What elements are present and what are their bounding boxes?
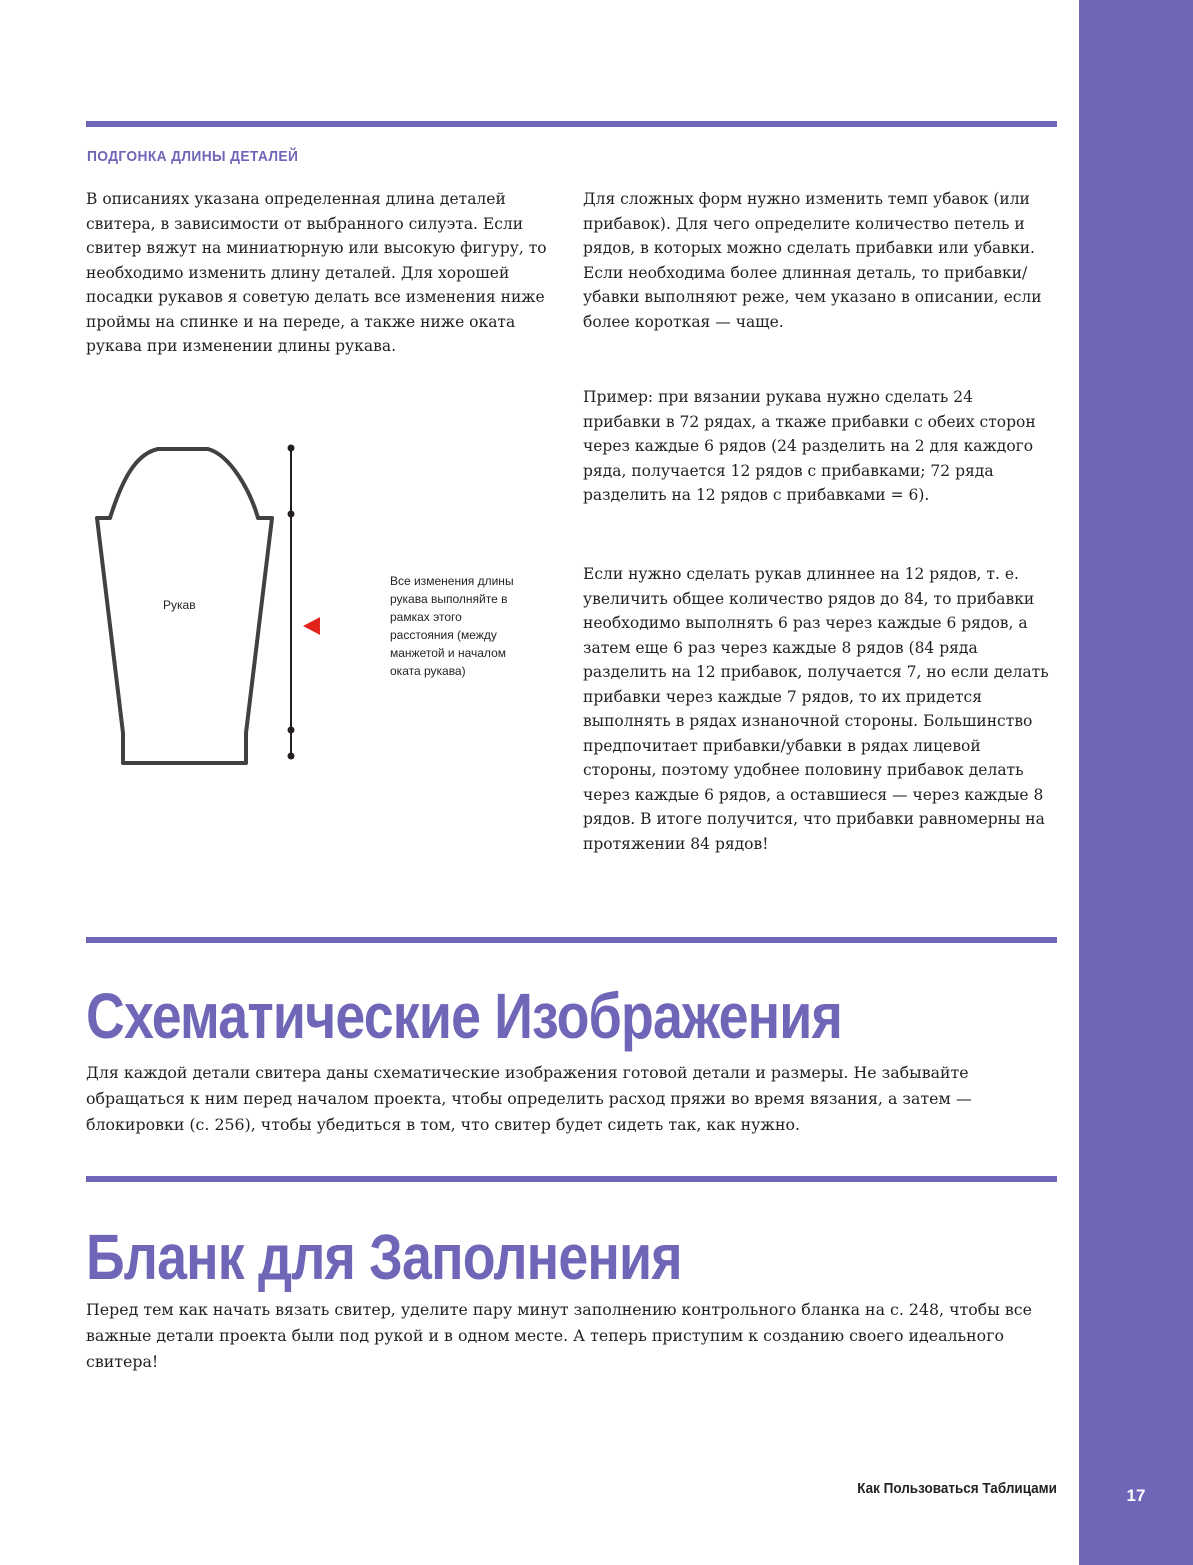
- form-title: Бланк для Заполнения: [86, 1221, 682, 1293]
- section-heading: ПОДГОНКА ДЛИНЫ ДЕТАЛЕЙ: [87, 148, 299, 165]
- form-text: Перед тем как начать вязать свитер, уделите пару минут заполнению контрольного бланка на с. 248, чтобы все важные детали проекта были под рукой и в одном месте. А теперь приступим к созданию своего идеального свитера!: [86, 1300, 1032, 1371]
- measure-dot: [288, 511, 295, 518]
- sleeve-label: Рукав: [163, 598, 196, 612]
- left-paragraph: В описаниях указана определенная длина деталей свитера, в зависимости от выбранного силуэта. Если свитер вяжут на миниатюрную или высокую фигуру, то необходимо изменить длину деталей. Для хорошей посадки рукавов я советую делать все изменения ниже проймы на спинке и на переде, а также ниже оката рукава при изменении длины рукава.: [86, 190, 547, 355]
- section-rule: [86, 937, 1057, 943]
- side-tab: [1079, 0, 1193, 1565]
- diagram-note: Все изменения длины рукава выполняйте в рамках этого расстояния (между манжетой и началом оката рукава): [390, 574, 514, 678]
- section-rule: [86, 1176, 1057, 1182]
- measure-dot: [288, 753, 295, 760]
- measure-dot: [288, 445, 295, 452]
- page-number: 17: [1126, 1486, 1146, 1505]
- measure-dot: [288, 727, 295, 734]
- section-rule: [86, 121, 1057, 127]
- running-title: Как Пользоваться Таблицами: [857, 1480, 1057, 1497]
- schematics-title: Схематические Изображения: [86, 980, 842, 1052]
- right-paragraph-3: Если нужно сделать рукав длиннее на 12 рядов, т. е. увеличить общее количество рядов до 84, то прибавки необходимо выполнять 6 раз через каждые 6 рядов, а затем еще 6 раз через каждые 8 рядов (84 ряда разделить на 12 прибавок, получается 7, но если делать прибавки через каждые 7 рядов, то их придется выполнять в рядах изнаночной стороны. Большинство предпочитает прибавки/убавки в рядах лицевой стороны, поэтому удобнее половину прибавок делать через каждые 6 рядов, а оставшиеся — через каждые 8 рядов. В итоге получится, что прибавки равномерны на протяжении 84 рядов!: [583, 565, 1049, 853]
- right-paragraph-1: Для сложных форм нужно изменить темп убавок (или прибавок). Для чего определите количество петель и рядов, в которых можно сделать прибавки или убавки. Если необходима более длинная деталь, то прибавки/убавки выполняют реже, чем указано в описании, если более короткая — чаще.: [583, 190, 1042, 331]
- arrow-head: [303, 615, 320, 637]
- right-paragraph-2: Пример: при вязании рукава нужно сделать 24 прибавки в 72 рядах, а ткаже прибавки с обеих сторон через каждые 6 рядов (24 разделить на 2 для каждого ряда, получается 12 рядов с прибавками; 72 ряда разделить на 12 рядов с прибавками = 6).: [583, 388, 1036, 504]
- sleeve-diagram: [90, 440, 320, 780]
- schematics-text: Для каждой детали свитера даны схематические изображения готовой детали и размеры. Не забывайте обращаться к ним перед началом проекта, чтобы определить расход пряжи во время вязания, а затем — блокировки (с. 256), чтобы убедиться в том, что свитер будет сидеть так, как нужно.: [86, 1063, 972, 1134]
